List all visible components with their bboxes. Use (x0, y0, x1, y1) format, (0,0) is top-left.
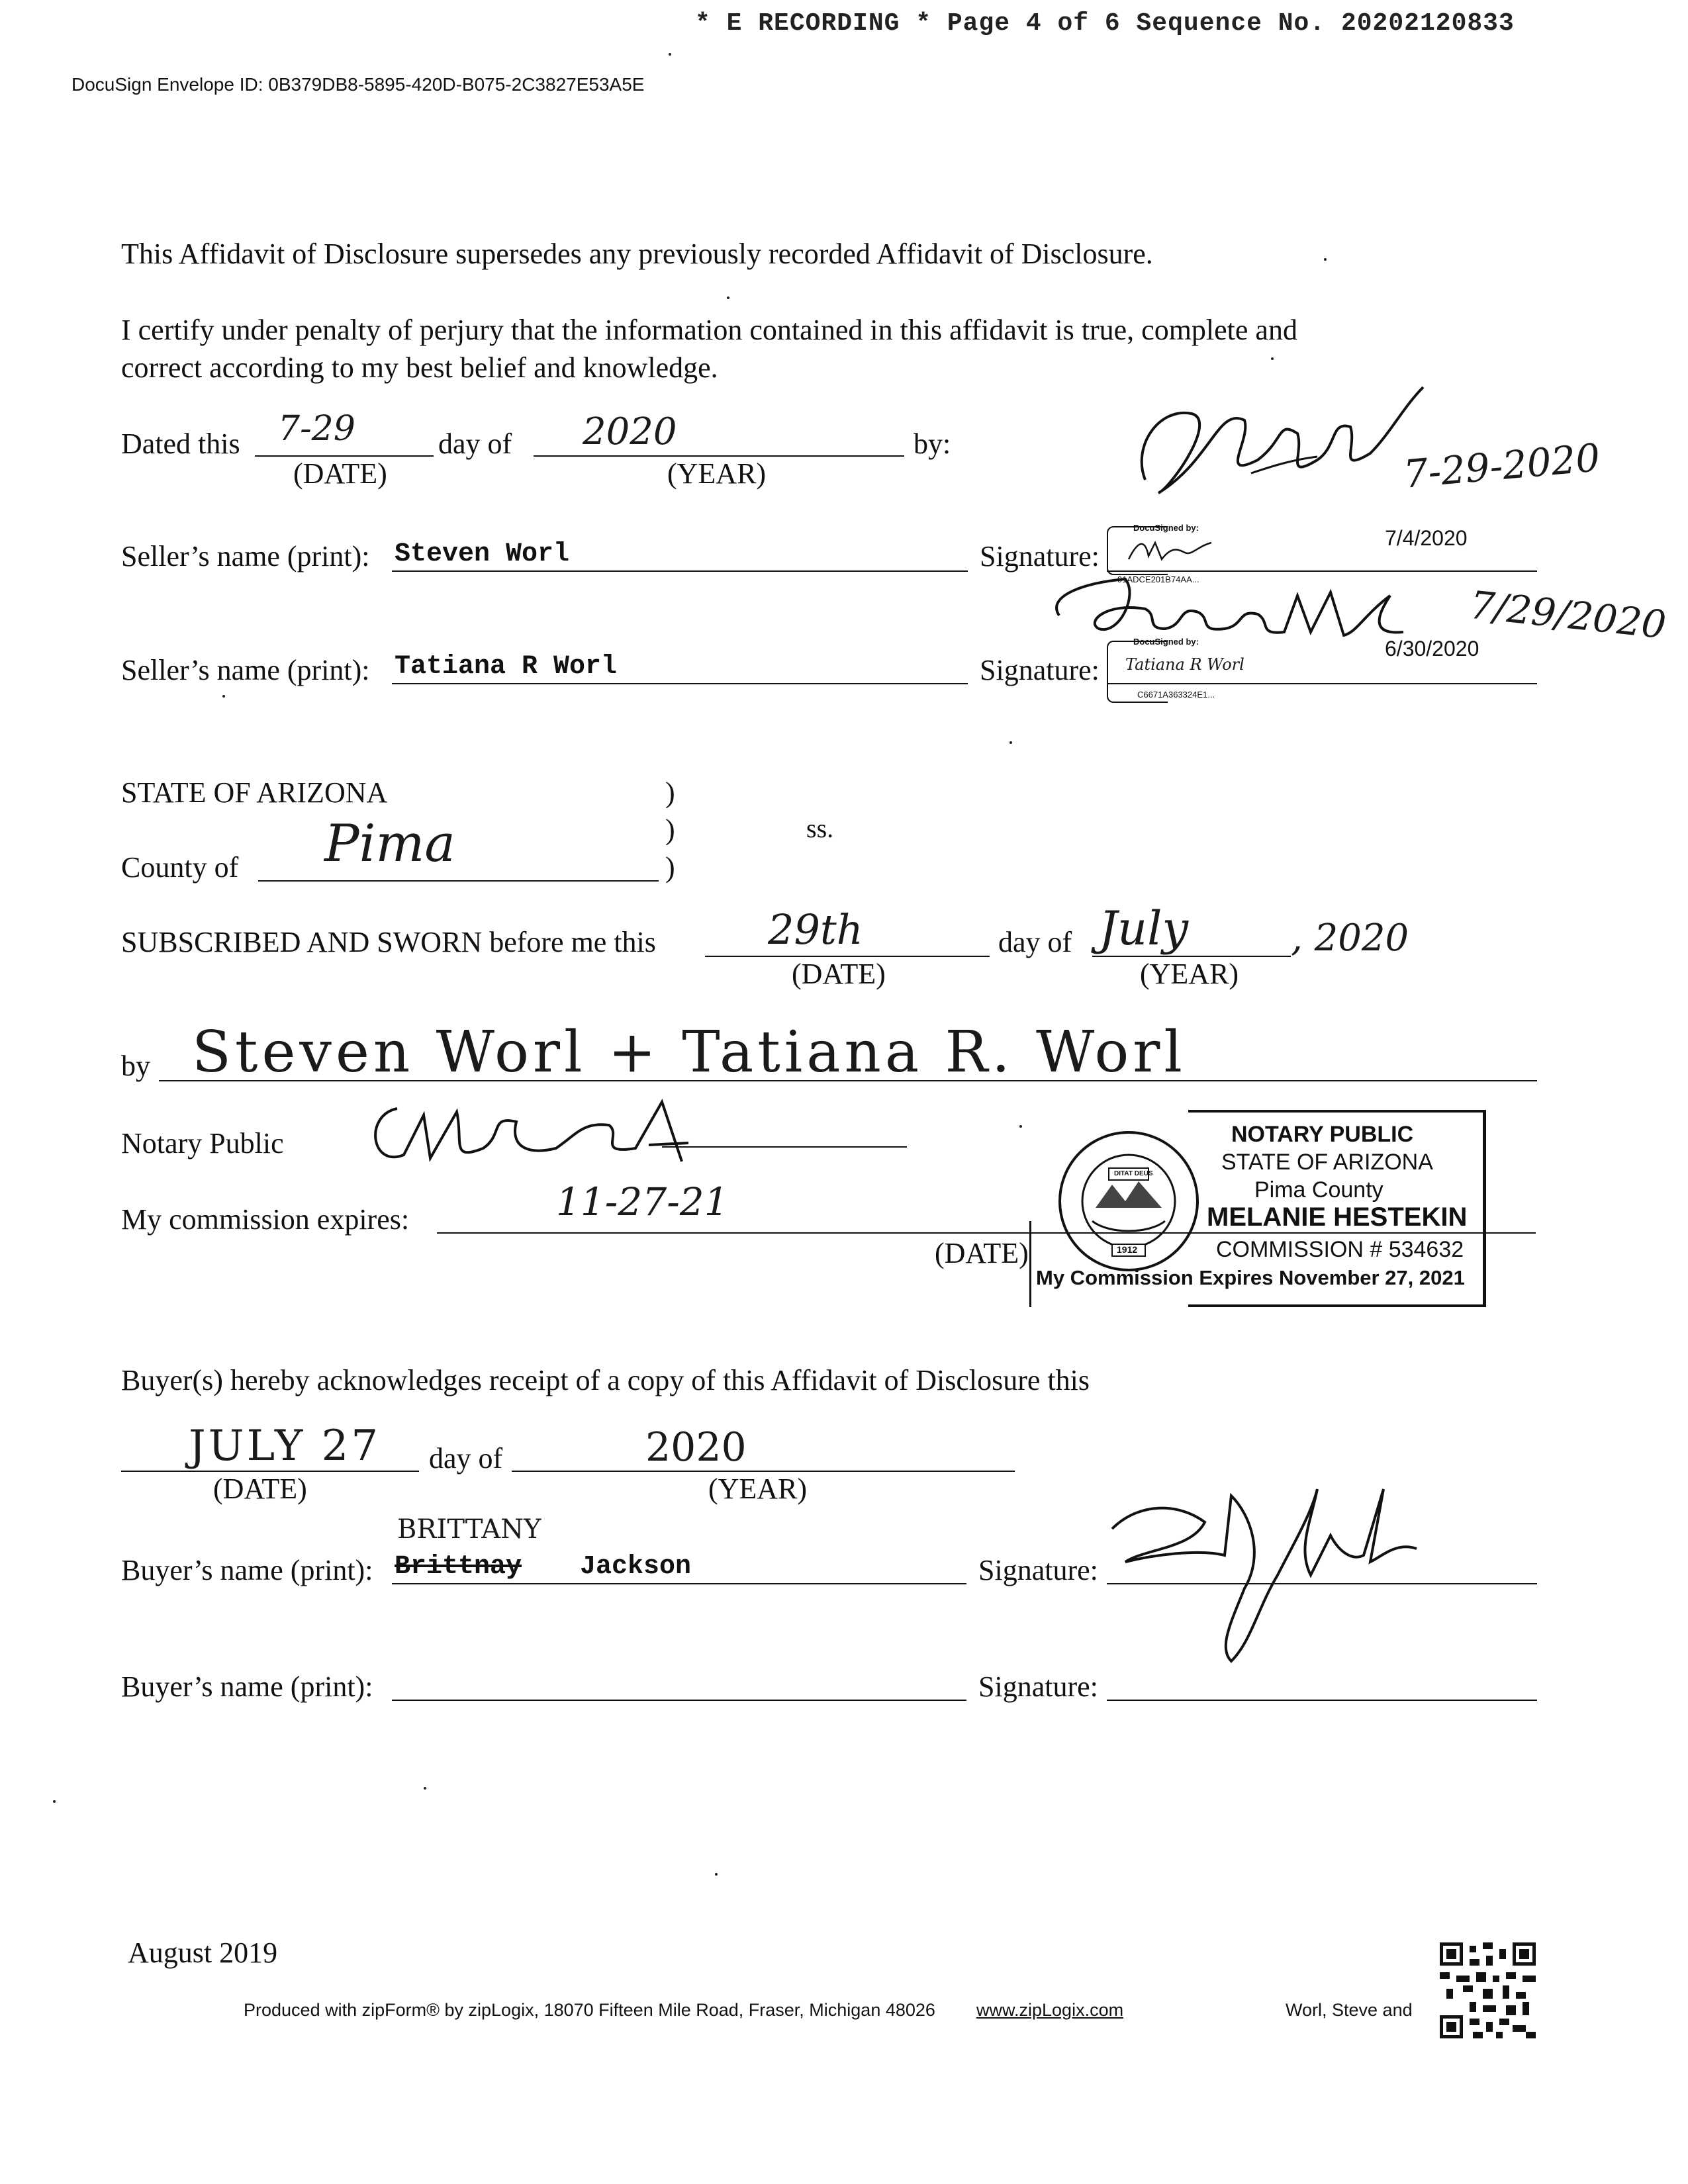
seller1-docusign-date: 7/4/2020 (1385, 526, 1468, 550)
notary-public-label: Notary Public (121, 1127, 284, 1160)
stamp-line-4: MELANIE HESTEKIN (1207, 1203, 1468, 1232)
paren-2: ) (665, 813, 675, 846)
seller2-docusign-date: 6/30/2020 (1385, 637, 1479, 660)
scan-speck (715, 1873, 718, 1876)
seller1-docusign-header: DocuSigned by: (1133, 523, 1199, 533)
stamp-line-1: NOTARY PUBLIC (1231, 1122, 1414, 1147)
buyer1-correction: BRITTANY (397, 1514, 541, 1545)
buyer-ack-text: Buyer(s) hereby acknowledges receipt of a copy of this Affidavit of Disclosure this (121, 1364, 1090, 1396)
county-value: Pima (324, 814, 455, 874)
supersedes-text: This Affidavit of Disclosure supersedes any previously recorded Affidavit of Disclosure. (121, 238, 1153, 270)
recording-header: * E RECORDING * Page 4 of 6 Sequence No. 20202120833 (695, 9, 1515, 38)
seller1-signature-label: Signature: (980, 540, 1100, 572)
sworn-date-value: 29th (768, 905, 863, 954)
dated-year-caption: (YEAR) (667, 457, 767, 490)
scan-speck (424, 1787, 426, 1790)
seller1-docusign-id: 91ADCE201B74AA... (1117, 574, 1199, 584)
seal-motto: DITAT DEUS (1114, 1170, 1153, 1177)
seller1-label: Seller’s name (print): (121, 540, 370, 572)
buyer2-signature-line (1107, 1700, 1537, 1701)
notary-stamp (1029, 1102, 1493, 1314)
certify-text-1: I certify under penalty of perjury that the information contained in this affidavit is true, complete and (121, 314, 1297, 346)
file-name: Worl, Steve and (1286, 2000, 1413, 2020)
buyer2-name-line (392, 1700, 966, 1701)
commission-label: My commission expires: (121, 1203, 410, 1236)
stamp-line-3: Pima County (1254, 1177, 1383, 1203)
county-line (258, 880, 659, 882)
buyer1-signature (1099, 1476, 1443, 1668)
buyer-day-of: day of (429, 1442, 503, 1475)
sworn-year-caption: (YEAR) (1140, 958, 1239, 990)
by-label: by (121, 1050, 150, 1082)
buyer1-struck-name: Brittnay (395, 1552, 522, 1582)
paren-1: ) (665, 776, 675, 809)
stamp-line-2: STATE OF ARIZONA (1221, 1150, 1433, 1175)
seller2-signature-label: Signature: (980, 654, 1100, 686)
buyer-date-value: JULY 27 (189, 1422, 381, 1471)
buyer1-name-line (392, 1583, 966, 1584)
seller1-name: Steven Worl (395, 539, 570, 569)
seller1-handwritten-date: 7-29-2020 (1401, 435, 1602, 497)
certify-text-2: correct according to my best belief and knowledge. (121, 351, 718, 384)
scan-speck (1009, 741, 1012, 744)
buyer-date-caption: (DATE) (213, 1473, 307, 1505)
commission-date-caption: (DATE) (935, 1237, 1029, 1269)
notary-signature (357, 1095, 728, 1175)
sworn-day-of: day of (998, 926, 1072, 958)
buyer-year-value: 2020 (645, 1424, 747, 1471)
docusign-envelope-id: DocuSign Envelope ID: 0B379DB8-5895-420D-B075-2C3827E53A5E (71, 74, 645, 95)
stamp-left-tick (1029, 1221, 1031, 1307)
seller1-docusign-signature (1125, 533, 1218, 566)
buyer1-label: Buyer’s name (print): (121, 1554, 373, 1586)
buyer1-last-name: Jackson (580, 1552, 692, 1582)
scan-speck (727, 296, 729, 299)
by-value: Steven Worl + Tatiana R. Worl (192, 1019, 1186, 1085)
qr-code-icon (1440, 1942, 1536, 2038)
subscribed-label: SUBSCRIBED AND SWORN before me this (121, 926, 656, 958)
buyer2-label: Buyer’s name (print): (121, 1670, 373, 1703)
scan-speck (1324, 258, 1327, 261)
seller2-name: Tatiana R Worl (395, 652, 618, 682)
seller1-name-line (392, 570, 968, 572)
stamp-line-6: My Commission Expires November 27, 2021 (1036, 1266, 1465, 1289)
seal-year: 1912 (1117, 1244, 1138, 1255)
scan-speck (669, 53, 671, 56)
scan-speck (1019, 1125, 1022, 1128)
dated-label: Dated this (121, 428, 240, 460)
county-label: County of (121, 851, 239, 884)
scan-speck (53, 1800, 56, 1803)
sworn-date-caption: (DATE) (792, 958, 886, 990)
scan-speck (1271, 357, 1274, 360)
seller2-signature-line (1107, 683, 1537, 684)
state-label: STATE OF ARIZONA (121, 776, 388, 809)
scan-speck (222, 695, 225, 698)
sworn-year-value: , 2020 (1291, 917, 1409, 960)
ziplogix-link[interactable]: www.zipLogix.com (976, 2000, 1124, 2020)
seller2-label: Seller’s name (print): (121, 654, 370, 686)
buyer2-signature-label: Signature: (978, 1670, 1098, 1703)
seller2-docusign-signature: Tatiana R Worl (1125, 655, 1244, 674)
dated-year-value: 2020 (583, 410, 677, 453)
produced-with-text: Produced with zipForm® by zipLogix, 18070 Fifteen Mile Road, Fraser, Michigan 48026 (244, 2000, 935, 2020)
dated-day-of: day of (438, 428, 512, 460)
commission-value: 11-27-21 (556, 1179, 729, 1224)
dated-date-caption: (DATE) (293, 457, 387, 490)
sworn-month-value: July (1099, 901, 1189, 956)
seller2-name-line (392, 683, 968, 684)
buyer1-signature-label: Signature: (978, 1554, 1098, 1586)
seller2-docusign-id: C6671A363324E1... (1137, 690, 1215, 700)
buyer-year-caption: (YEAR) (708, 1473, 808, 1505)
ss-label: ss. (806, 813, 834, 843)
paren-3: ) (665, 851, 675, 884)
stamp-line-5: COMMISSION # 534632 (1216, 1237, 1464, 1262)
form-revision-date: August 2019 (128, 1936, 278, 1969)
seller2-docusign-header: DocuSigned by: (1133, 637, 1199, 647)
dated-date-value: 7-29 (278, 409, 355, 449)
dated-by: by: (914, 428, 951, 460)
seller2-handwritten-date: 7/29/2020 (1468, 582, 1669, 648)
